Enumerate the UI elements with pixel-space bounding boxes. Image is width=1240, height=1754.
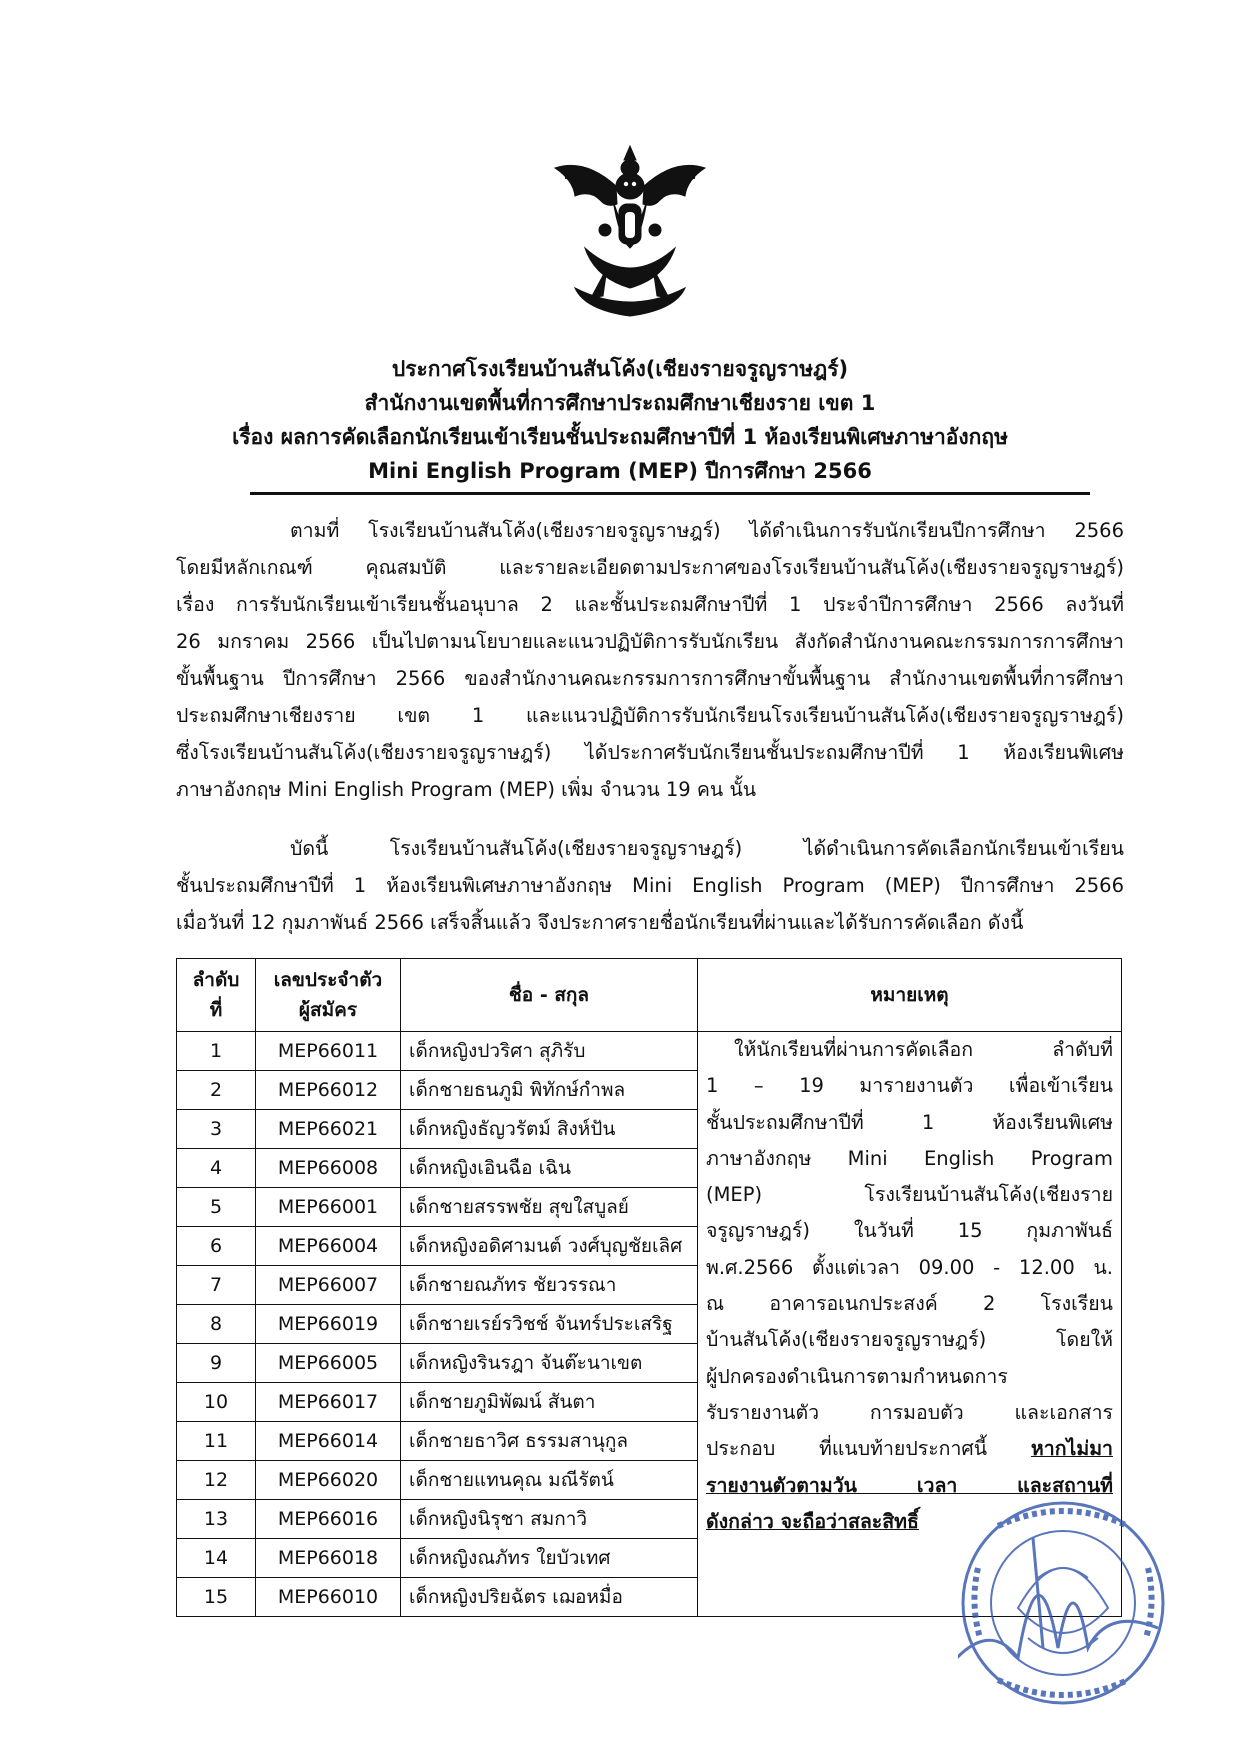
result-paragraph — [176, 830, 1124, 941]
cell-full-name: เด็กชายเรย์รวิชช์ จันทร์ประเสริฐ — [401, 1305, 698, 1344]
remark-line: ผู้ปกครองดำเนินการตามกำหนดการ — [706, 1364, 1008, 1388]
paragraph-line: ชั้นประถมศึกษาปีที่ 1 ห้องเรียนพิเศษภาษาอังกฤษ Mini English Program (MEP) ปีการศึกษา 2566 — [176, 874, 1124, 897]
cell-applicant-id: MEP66018 — [256, 1539, 401, 1578]
cell-applicant-id: MEP66010 — [256, 1578, 401, 1617]
header-order: ลำดับ ที่ — [177, 959, 256, 1032]
paragraph-line: ตามที่ โรงเรียนบ้านสันโค้ง(เชียงรายจรูญราษฎร์) ได้ดำเนินการรับนักเรียนปีการศึกษา 2566 — [290, 519, 1124, 542]
table-header-row — [177, 959, 1122, 1032]
cell-applicant-id: MEP66012 — [256, 1071, 401, 1110]
remark-line: ประกอบ ที่แนบท้ายประกาศนี้ หากไม่มา — [706, 1437, 1113, 1461]
remark-line: ให้นักเรียนที่ผ่านการคัดเลือก ลำดับที่ — [734, 1038, 1113, 1061]
paragraph-line: บัดนี้ โรงเรียนบ้านสันโค้ง(เชียงรายจรูญราษฎร์) ได้ดำเนินการคัดเลือกนักเรียนเข้าเรียน — [290, 837, 1124, 860]
cell-applicant-id: MEP66021 — [256, 1110, 401, 1149]
cell-order: 5 — [177, 1188, 256, 1227]
remark-emphasis: รายงานตัวตามวัน เวลา และสถานที่ — [706, 1473, 1113, 1497]
school-seal-stamp-icon — [958, 1498, 1168, 1708]
cell-full-name: เด็กชายธาวิศ ธรรมสานุกูล — [401, 1422, 698, 1461]
cell-full-name: เด็กหญิงอดิศามนต์ วงศ์บุญชัยเลิศ — [401, 1227, 698, 1266]
remark-line: ภาษาอังกฤษ Mini English Program — [706, 1146, 1113, 1170]
cell-applicant-id: MEP66017 — [256, 1383, 401, 1422]
cell-applicant-id: MEP66016 — [256, 1500, 401, 1539]
remark-line: จรูญราษฎร์) ในวันที่ 15 กุมภาพันธ์ — [706, 1219, 1113, 1243]
cell-full-name: เด็กหญิงธัญวรัตม์ สิงห์ปัน — [401, 1110, 698, 1149]
header-applicant-id: เลขประจำตัว ผู้สมัคร — [256, 959, 401, 1032]
cell-order: 11 — [177, 1422, 256, 1461]
cell-applicant-id: MEP66008 — [256, 1149, 401, 1188]
cell-order: 1 — [177, 1032, 256, 1071]
garuda-emblem-icon — [545, 138, 715, 328]
cell-full-name: เด็กชายสรรพชัย สุขใสบูลย์ — [401, 1188, 698, 1227]
heading-school-name: ประกาศโรงเรียนบ้านสันโค้ง(เชียงรายจรูญราษฎร์) — [391, 357, 849, 381]
cell-applicant-id: MEP66014 — [256, 1422, 401, 1461]
heading-office-name: สำนักงานเขตพื้นที่การศึกษาประถมศึกษาเชียงราย เขต 1 — [364, 391, 876, 415]
remark-line: (MEP) โรงเรียนบ้านสันโค้ง(เชียงราย — [706, 1183, 1113, 1207]
remark-line: บ้านสันโค้ง(เชียงรายจรูญราษฎร์) โดยให้ — [706, 1328, 1113, 1352]
cell-applicant-id: MEP66005 — [256, 1344, 401, 1383]
cell-full-name: เด็กหญิงปริยฉัตร เฌอหมื่อ — [401, 1578, 698, 1617]
heading-subject: เรื่อง ผลการคัดเลือกนักเรียนเข้าเรียนชั้นประถมศึกษาปีที่ 1 ห้องเรียนพิเศษภาษาอังกฤษ — [232, 425, 1008, 449]
cell-full-name: เด็กชายณภัทร ชัยวรรณา — [401, 1266, 698, 1305]
paragraph-line: ขั้นพื้นฐาน ปีการศึกษา 2566 ของสำนักงานคณะกรรมการการศึกษาขั้นพื้นฐาน สำนักงานเขตพื้นที่การศึกษา — [176, 667, 1124, 690]
remark-line: ชั้นประถมศึกษาปีที่ 1 ห้องเรียนพิเศษ — [706, 1110, 1113, 1134]
cell-full-name: เด็กหญิงณภัทร ใยบัวเทศ — [401, 1539, 698, 1578]
remark-line: ณ อาคารอเนกประสงค์ 2 โรงเรียน — [706, 1292, 1113, 1316]
paragraph-line: ประถมศึกษาเชียงราย เขต 1 และแนวปฏิบัติการรับนักเรียนโรงเรียนบ้านสันโค้ง(เชียงรายจรูญราษฎร์) — [176, 704, 1124, 727]
table-row — [177, 1032, 1122, 1071]
cell-full-name: เด็กหญิงเอินฉือ เฉิน — [401, 1149, 698, 1188]
paragraph-line: 26 มกราคม 2566 เป็นไปตามนโยบายและแนวปฏิบัติการรับนักเรียน สังกัดสำนักงานคณะกรรมการการศึกษา — [176, 630, 1124, 653]
remark-line: 1 – 19 มารายงานตัว เพื่อเข้าเรียน — [706, 1074, 1113, 1098]
cell-applicant-id: MEP66020 — [256, 1461, 401, 1500]
paragraph-line: โดยมีหลักเกณฑ์ คุณสมบัติ และรายละเอียดตามประกาศของโรงเรียนบ้านสันโค้ง(เชียงรายจรูญราษฎร์) — [176, 556, 1124, 579]
header-full-name: ชื่อ - สกุล — [401, 959, 698, 1032]
cell-order: 15 — [177, 1578, 256, 1617]
cell-applicant-id: MEP66007 — [256, 1266, 401, 1305]
paragraph-line: เรื่อง การรับนักเรียนเข้าเรียนชั้นอนุบาล 2 และชั้นประถมศึกษาปีที่ 1 ประจำปีการศึกษา 2566 ลงวันที่ — [176, 593, 1124, 616]
cell-applicant-id: MEP66004 — [256, 1227, 401, 1266]
announcement-heading — [0, 352, 1240, 488]
cell-order: 14 — [177, 1539, 256, 1578]
cell-full-name: เด็กชายภูมิพัฒน์ สันตา — [401, 1383, 698, 1422]
cell-applicant-id: MEP66011 — [256, 1032, 401, 1071]
cell-order: 3 — [177, 1110, 256, 1149]
cell-order: 4 — [177, 1149, 256, 1188]
cell-applicant-id: MEP66019 — [256, 1305, 401, 1344]
cell-full-name: เด็กหญิงนิรุชา สมกาวิ — [401, 1500, 698, 1539]
cell-order: 13 — [177, 1500, 256, 1539]
cell-order: 2 — [177, 1071, 256, 1110]
header-remark: หมายเหตุ — [698, 959, 1122, 1032]
cell-full-name: เด็กชายธนภูมิ พิทักษ์กำพล — [401, 1071, 698, 1110]
remark-emphasis: หากไม่มา — [1030, 1437, 1113, 1461]
cell-full-name: เด็กชายแทนคุณ มณีรัตน์ — [401, 1461, 698, 1500]
remark-emphasis: ดังกล่าว จะถือว่าสละสิทธิ์ — [706, 1509, 919, 1533]
paragraph-line: ภาษาอังกฤษ Mini English Program (MEP) เพิ่ม จำนวน 19 คน นั้น — [176, 778, 757, 801]
cell-order: 9 — [177, 1344, 256, 1383]
paragraph-line: เมื่อวันที่ 12 กุมภาพันธ์ 2566 เสร็จสิ้นแล้ว จึงประกาศรายชื่อนักเรียนที่ผ่านและได้รับการคัดเลือก ดังนี้ — [176, 911, 1024, 934]
cell-full-name: เด็กหญิงปวริศา สุภิรับ — [401, 1032, 698, 1071]
heading-divider — [250, 492, 1090, 495]
remark-line: รับรายงานตัว การมอบตัว และเอกสาร — [706, 1400, 1113, 1424]
remark-line: พ.ศ.2566 ตั้งแต่เวลา 09.00 - 12.00 น. — [706, 1255, 1113, 1279]
cell-full-name: เด็กหญิงรินรฎา จันต๊ะนาเขต — [401, 1344, 698, 1383]
paragraph-line: ซึ่งโรงเรียนบ้านสันโค้ง(เชียงรายจรูญราษฎร์) ได้ประกาศรับนักเรียนชั้นประถมศึกษาปีที่ 1 ห้องเรียนพิเศษ — [176, 741, 1124, 764]
cell-order: 7 — [177, 1266, 256, 1305]
cell-order: 10 — [177, 1383, 256, 1422]
cell-order: 6 — [177, 1227, 256, 1266]
intro-paragraph — [176, 512, 1124, 808]
cell-order: 12 — [177, 1461, 256, 1500]
cell-applicant-id: MEP66001 — [256, 1188, 401, 1227]
heading-program-year: Mini English Program (MEP) ปีการศึกษา 2566 — [368, 459, 872, 483]
cell-order: 8 — [177, 1305, 256, 1344]
